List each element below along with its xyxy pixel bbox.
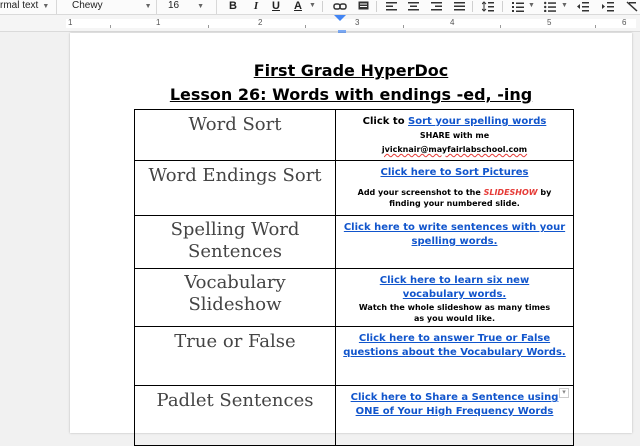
formatting-toolbar [0, 0, 640, 15]
activity-instructions [336, 161, 574, 216]
ruler-tick [500, 25, 501, 28]
instruction-text: Click to [362, 116, 409, 127]
clear-formatting-icon[interactable] [626, 1, 638, 12]
instruction-text: SHARE with me [419, 131, 490, 140]
increase-indent-icon[interactable] [602, 1, 614, 12]
align-center-icon[interactable] [408, 2, 419, 11]
instruction-note [336, 187, 573, 209]
line-spacing-icon[interactable] [482, 1, 494, 12]
instruction-text: Add your screenshot to the [357, 188, 484, 197]
chevron-down-icon[interactable]: ▾ [559, 388, 569, 398]
insert-link-icon[interactable] [333, 2, 347, 11]
table-row [135, 327, 574, 386]
instruction-text: Watch the whole slideshow as many times as you would like. [358, 303, 551, 323]
paragraph-style-select[interactable] [0, 0, 57, 14]
activity-instructions [336, 386, 574, 446]
table-row [135, 161, 574, 216]
ruler-number: 2 [258, 18, 263, 27]
ruler-number: 4 [450, 18, 455, 27]
chevron-down-icon: ▼ [197, 3, 205, 10]
chevron-down-icon: ▼ [42, 3, 50, 10]
table-row [135, 216, 574, 269]
numbered-list-icon[interactable] [512, 1, 524, 12]
font-size-select[interactable] [168, 0, 217, 14]
doc-title: First Grade HyperDoc [253, 61, 449, 80]
decrease-indent-icon[interactable] [577, 1, 589, 12]
toolbar-divider [472, 1, 473, 12]
justify-icon[interactable] [454, 2, 465, 11]
ruler-tick [305, 25, 306, 28]
align-right-icon[interactable] [431, 2, 442, 11]
activity-name: Spelling Word Sentences [135, 216, 336, 269]
sort-spelling-words-link[interactable]: Sort your spelling words [408, 116, 547, 127]
document-page[interactable] [70, 33, 632, 433]
ruler-tick [208, 25, 209, 28]
activity-instructions [336, 216, 574, 269]
font-select[interactable] [72, 0, 157, 14]
chevron-down-icon: ▼ [309, 2, 316, 9]
activity-instructions [336, 327, 574, 386]
vocabulary-slideshow-link[interactable]: Click here to learn six new vocabulary words. [379, 275, 530, 300]
bulleted-list-icon[interactable] [544, 1, 556, 12]
italic-button[interactable]: I [253, 0, 259, 12]
indent-marker-icon[interactable] [334, 15, 346, 23]
underline-button[interactable]: U [272, 0, 280, 12]
table-row [135, 269, 574, 327]
lesson-table [134, 109, 574, 446]
toolbar-divider [322, 1, 323, 12]
activity-name: Word Endings Sort [135, 161, 336, 216]
ruler-tick [403, 25, 404, 28]
ruler-tick [110, 25, 111, 28]
bold-button[interactable]: B [229, 0, 237, 12]
ruler-number: 5 [547, 18, 552, 27]
ruler[interactable] [0, 15, 640, 32]
sort-pictures-link[interactable]: Click here to Sort Pictures [380, 167, 529, 178]
paragraph-style-label: rmal text [0, 0, 39, 11]
share-sentence-link[interactable]: Click here to Share a Sentence using ONE of Your High Frequency Words [350, 392, 559, 417]
align-left-icon[interactable] [386, 2, 397, 11]
font-size-label: 16 [168, 0, 180, 11]
toolbar-divider [376, 1, 377, 12]
activity-name: True or False [135, 327, 336, 386]
text-color-button[interactable]: A [294, 0, 302, 12]
ruler-tick [595, 25, 596, 28]
true-false-link[interactable]: Click here to answer True or False questions about the Vocabulary Words. [343, 333, 566, 358]
chevron-down-icon: ▼ [528, 2, 535, 9]
toolbar-divider [502, 1, 503, 12]
instruction-text: by finding your numbered slide. [389, 188, 552, 208]
activity-name: Padlet Sentences [135, 386, 336, 446]
ruler-number: 1 [156, 18, 161, 27]
activity-instructions [336, 269, 574, 327]
doc-subtitle: Lesson 26: Words with endings -ed, -ing [169, 85, 533, 104]
email-address: jvicknair@mayfairlabschool.com [381, 145, 528, 154]
activity-name: Vocabulary Slideshow [135, 269, 336, 327]
activity-name: Word Sort [135, 110, 336, 161]
chevron-down-icon: ▼ [144, 3, 152, 10]
table-row [135, 110, 574, 161]
slideshow-link[interactable]: SLIDESHOW [483, 188, 538, 197]
activity-instructions [336, 110, 574, 161]
insert-comment-icon[interactable] [358, 1, 369, 12]
ruler-number: 3 [355, 18, 360, 27]
table-row [135, 386, 574, 446]
write-sentences-link[interactable]: Click here to write sentences with your spelling words. [343, 222, 566, 247]
ruler-number: 1 [68, 18, 73, 27]
ruler-number: 6 [622, 18, 627, 27]
font-label: Chewy [72, 0, 103, 11]
chevron-down-icon: ▼ [561, 2, 568, 9]
